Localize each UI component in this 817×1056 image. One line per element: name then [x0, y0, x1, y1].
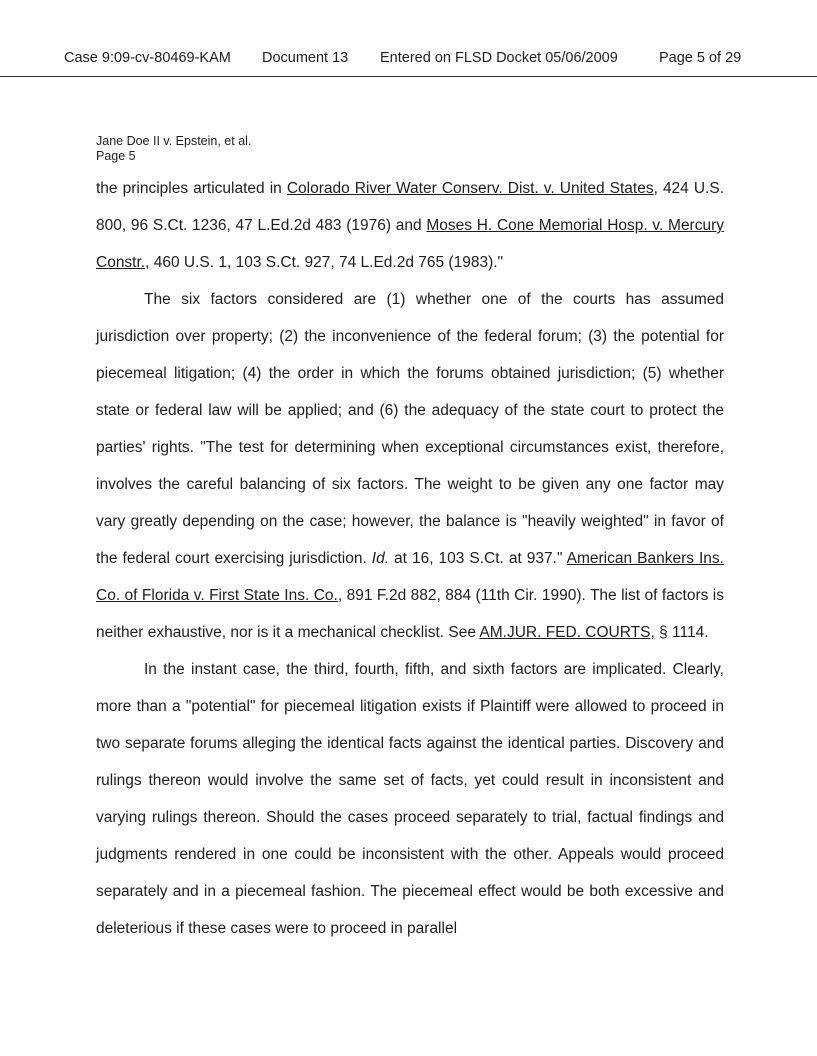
body-paragraph — [96, 651, 724, 947]
text-run: , 460 U.S. 1, 103 S.Ct. 927, 74 L.Ed.2d 765 (1983)." — [145, 254, 504, 271]
docket-document-label: Document 13 — [262, 50, 349, 66]
italic-citation: Id. — [371, 550, 390, 567]
docket-page-info: Page 5 of 29 — [659, 50, 742, 66]
case-citation: AM.JUR. FED. COURTS, — [479, 624, 655, 641]
text-run: , 424 U.S. 800, 96 S.Ct. 1236, 47 L.Ed.2d 483 (1976) and — [96, 180, 724, 234]
text-run: In the instant case, the third, fourth, fifth, and sixth factors are implicated. Clearly, more than a "potential" for piecemeal litigation exists if Plaintiff were allowed to proceed in two separate forums alleging the identical facts against the identical parties. Discovery and rulings thereon would involve the same set of facts, yet could result in inconsistent and varying rulings thereon. Should the cases proceed separately to trial, factual findings and judgments rendered in one could be inconsistent with the other. Appeals would proceed separately and in a piecemeal fashion. The piecemeal effect would be both excessive and deleterious if these cases were to proceed in parallel — [96, 661, 724, 937]
docket-entry-text: Entered on FLSD Docket 05/06/2009 — [380, 50, 618, 66]
text-run: the principles articulated in — [96, 180, 287, 197]
caption-case-name: Jane Doe II v. Epstein, et al. — [96, 134, 252, 148]
case-citation: Colorado River Water Conserv. Dist. v. United States — [286, 180, 654, 197]
body-paragraph — [96, 170, 724, 281]
case-citation: American Bankers Ins. Co. of Florida v. First State Ins. Co. — [96, 550, 724, 604]
case-caption — [96, 134, 251, 164]
text-run: The six factors considered are (1) whether one of the courts has assumed jurisdiction over property; (2) the inconvenience of the federal forum; (3) the potential for piecemeal litigation; (4) the order in which the forums obtained jurisdiction; (5) whether state or federal law will be applied; and (6) the adequacy of the state court to protect the parties' rights. "The test for determining when exceptional circumstances exist, therefore, involves the careful balancing of six factors. The weight to be given any one factor may vary greatly depending on the case; however, the balance is "heavily weighted" in favor of the federal court exercising jurisdiction. — [96, 291, 724, 567]
caption-page-label: Page 5 — [96, 149, 136, 163]
body-paragraph — [96, 281, 724, 651]
docket-header — [0, 50, 817, 68]
docket-case-number: Case 9:09-cv-80469-KAM — [64, 50, 231, 66]
case-citation: Moses H. Cone Memorial Hosp. v. Mercury Constr. — [96, 217, 725, 271]
text-run: at 16, 103 S.Ct. at 937." — [389, 550, 567, 567]
text-run: § 1114. — [654, 624, 709, 641]
document-body — [96, 170, 724, 947]
text-run: , 891 F.2d 882, 884 (11th Cir. 1990). The list of factors is neither exhaustive, nor is it a mechanical checklist. See — [96, 587, 724, 641]
header-divider — [0, 76, 817, 77]
